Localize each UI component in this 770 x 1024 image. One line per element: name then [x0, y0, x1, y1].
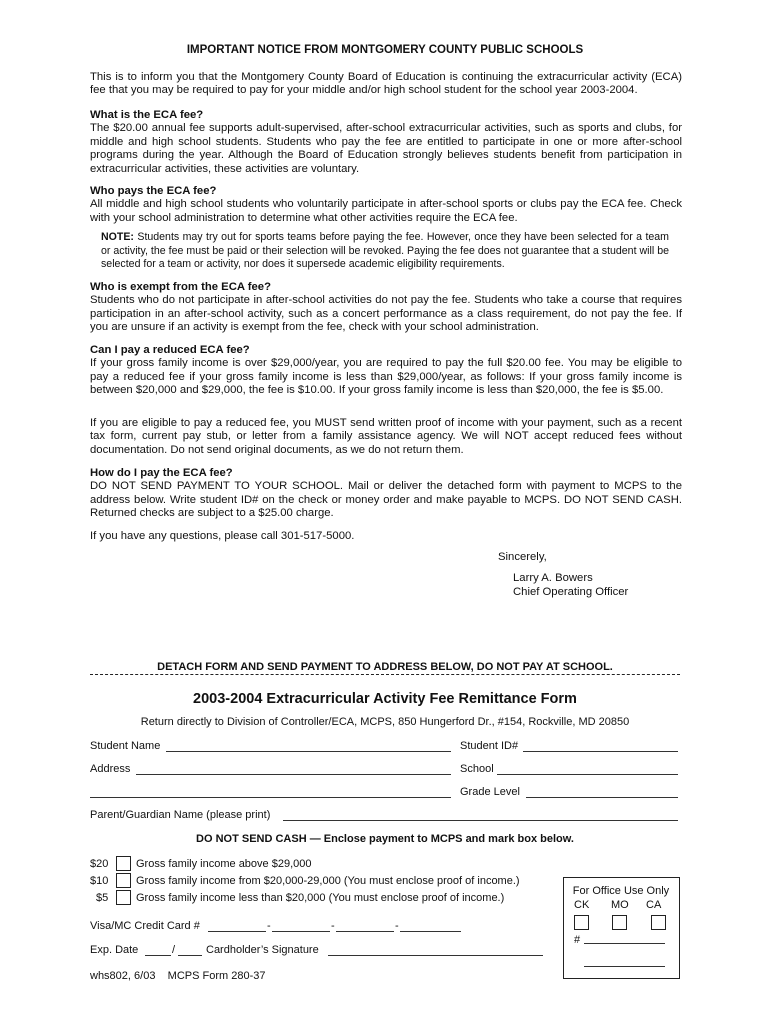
- option-amount: $10: [90, 875, 109, 887]
- intro-paragraph: This is to inform you that the Montgomery County Board of Education is continuing the extracurricular activity (ECA) fee that you may be required to pay for your middle and/or high school student for the school year 2003-2004.: [90, 71, 682, 97]
- note-paragraph: [101, 231, 669, 272]
- office-col-ca: CA: [646, 899, 662, 911]
- form-title: 2003-2004 Extracurricular Activity Fee Remittance Form: [193, 691, 577, 707]
- closing: Sincerely,: [498, 551, 547, 563]
- option-label: Gross family income above $29,000: [136, 858, 312, 870]
- section-who-pays: [90, 185, 682, 225]
- cardholder-signature-field[interactable]: [328, 955, 543, 956]
- note-text: Students may try out for sports teams before paying the fee. However, once they have been selected for a team or activity, the fee must be paid or their selection will be revoked. Paying the fee does not guarantee that a student will be selected for a team or activity, nor does it supersede academic eligibility requirements.: [101, 231, 669, 271]
- office-col-mo: MO: [611, 899, 629, 911]
- office-number-field[interactable]: [584, 943, 665, 944]
- office-number-label: #: [574, 934, 581, 946]
- exp-month-field[interactable]: [145, 955, 171, 956]
- address-field[interactable]: [136, 774, 451, 775]
- grade-level-field[interactable]: [526, 797, 678, 798]
- student-name-label: Student Name: [90, 740, 161, 752]
- option-label: Gross family income from $20,000-29,000 (You must enclose proof of income.): [136, 875, 520, 887]
- card-number-part-2[interactable]: [272, 931, 330, 932]
- option-amount: $5: [96, 892, 109, 904]
- signer-title: Chief Operating Officer: [513, 586, 629, 598]
- section-who-exempt: [90, 281, 682, 335]
- notice-title: IMPORTANT NOTICE FROM MONTGOMERY COUNTY PUBLIC SCHOOLS: [186, 44, 584, 56]
- option-5-checkbox[interactable]: [116, 890, 131, 905]
- section-heading: Who pays the ECA fee?: [90, 185, 217, 197]
- section-body: All middle and high school students who voluntarily participate in after-school sports or clubs pay the ECA fee. Check with your school administration to determine what other activities require the ECA fee.: [90, 198, 682, 224]
- option-amount: $20: [90, 858, 109, 870]
- detach-notice: DETACH FORM AND SEND PAYMENT TO ADDRESS BELOW, DO NOT PAY AT SCHOOL.: [157, 661, 613, 673]
- section-body: DO NOT SEND PAYMENT TO YOUR SCHOOL. Mail or deliver the detached form with payment to MCPS to the address below. Write student ID# on the check or money order and make payable to MCPS. DO NOT SEND CASH. Returned checks are subject to a $25.00 charge.: [90, 480, 682, 520]
- section-heading: How do I pay the ECA fee?: [90, 467, 233, 479]
- return-address: Return directly to Division of Controller/ECA, MCPS, 850 Hungerford Dr., #154, Rockville, MD 20850: [140, 716, 630, 728]
- office-mo-checkbox[interactable]: [612, 915, 627, 930]
- option-10-checkbox[interactable]: [116, 873, 131, 888]
- office-ck-checkbox[interactable]: [574, 915, 589, 930]
- parent-name-field[interactable]: [283, 820, 678, 821]
- card-number-part-4[interactable]: [400, 931, 461, 932]
- school-label: School: [460, 763, 494, 775]
- office-col-ck: CK: [574, 899, 590, 911]
- exp-separator: /: [172, 944, 176, 956]
- cut-line: [90, 674, 680, 685]
- student-id-label: Student ID#: [460, 740, 519, 752]
- section-how-pay: [90, 467, 682, 521]
- student-name-field[interactable]: [166, 751, 451, 752]
- address-field-line-2[interactable]: [90, 797, 451, 798]
- section-heading: What is the ECA fee?: [90, 109, 204, 121]
- exp-date-label: Exp. Date: [90, 944, 139, 956]
- reduced-proof-paragraph: If you are eligible to pay a reduced fee, you MUST send written proof of income with your payment, such as a recent tax form, current pay stub, or letter from a family assistance agency. We will NOT accept reduced fees without documentation. Do not send original documents, as we do not return them.: [90, 417, 682, 456]
- cardholder-signature-label: Cardholder’s Signature: [206, 944, 319, 956]
- section-body: Students who do not participate in after-school activities do not pay the fee. Students who take a course that requires participation in an after-school activity, such as a concert performance as a class requirement, do not pay the fee. If you are unsure if an activity is exempt from the fee, check with your school administration.: [90, 294, 682, 334]
- student-id-field[interactable]: [523, 751, 678, 752]
- parent-name-label: Parent/Guardian Name (please print): [90, 809, 271, 821]
- form-footer: whs802, 6/03 MCPS Form 280-37: [90, 970, 266, 982]
- section-heading: Can I pay a reduced ECA fee?: [90, 344, 250, 356]
- card-separator: -: [331, 920, 335, 932]
- visa-label: Visa/MC Credit Card #: [90, 920, 200, 932]
- section-body: If your gross family income is over $29,000/year, you are required to pay the full $20.00 fee. You may be eligible to pay a reduced fee if your gross family income is less than $29,000/year, as follows: If your gross family income is between $20,000 and $29,000, the fee is $10.00. If your gross family income is less than $20,000, the fee is $5.00.: [90, 357, 682, 397]
- exp-year-field[interactable]: [178, 955, 202, 956]
- card-separator: -: [267, 920, 271, 932]
- option-label: Gross family income less than $20,000 (You must enclose proof of income.): [136, 892, 505, 904]
- note-label: NOTE:: [101, 231, 134, 243]
- section-body: The $20.00 annual fee supports adult-supervised, after-school extracurricular activities, such as sports and clubs, for middle and high school students. Students who pay the fee are entitled to participate in one or more after-school programs during the year. Although the Board of Education strongly believes students benefit from participation in extracurricular activities, these activities are voluntary.: [90, 122, 682, 175]
- office-extra-field[interactable]: [584, 966, 665, 967]
- office-use-title: For Office Use Only: [572, 885, 670, 897]
- cash-warning: DO NOT SEND CASH — Enclose payment to MCPS and mark box below.: [196, 833, 574, 845]
- card-separator: -: [395, 920, 399, 932]
- grade-level-label: Grade Level: [460, 786, 520, 798]
- section-what-is-fee: [90, 109, 682, 176]
- option-20-checkbox[interactable]: [116, 856, 131, 871]
- address-label: Address: [90, 763, 131, 775]
- office-ca-checkbox[interactable]: [651, 915, 666, 930]
- signer-name: Larry A. Bowers: [513, 572, 593, 584]
- card-number-part-3[interactable]: [336, 931, 394, 932]
- section-reduced-fee: [90, 344, 682, 398]
- school-field[interactable]: [497, 774, 678, 775]
- section-heading: Who is exempt from the ECA fee?: [90, 281, 271, 293]
- questions-line: If you have any questions, please call 301-517-5000.: [90, 530, 355, 542]
- card-number-part-1[interactable]: [208, 931, 266, 932]
